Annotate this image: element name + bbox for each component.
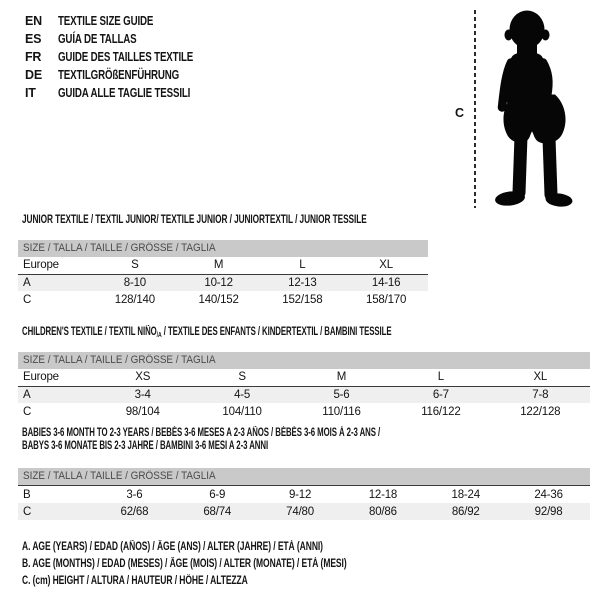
value-cell: 12-18 <box>368 488 398 501</box>
row-label-cell: C <box>23 505 32 518</box>
size-cell: XL <box>491 369 590 386</box>
size-table <box>18 369 590 420</box>
value-cell: 116/122 <box>421 405 461 418</box>
lang-row-es <box>25 30 231 48</box>
lang-row-it <box>25 84 231 102</box>
size-table <box>18 486 590 520</box>
title-part-sub: /A <box>156 330 162 339</box>
junior-textile-table <box>18 240 428 308</box>
size-header-text: SIZE / TALLA / TAILLE / GRÖSSE / TAGLIA <box>23 242 216 254</box>
table-row <box>18 503 590 520</box>
value-cell: 80/86 <box>369 505 397 518</box>
lang-row-en <box>25 12 231 30</box>
value-cell: 12-13 <box>288 276 317 289</box>
value-cell: 140/152 <box>198 293 239 306</box>
footnote-a <box>22 539 461 556</box>
value-cell: 86/92 <box>451 505 480 518</box>
footnote-a-text: A. AGE (YEARS) / EDAD (AÑOS) / ÂGE (ANS) / ALTER (JAHRE) / ETÀ (ANNI) <box>22 541 323 553</box>
size-cell: M <box>292 369 391 386</box>
footnote-c-text: C. (cm) HEIGHT / ALTURA / HAUTEUR / HÖHE / ALTEZZA <box>22 575 248 587</box>
size-header-text: SIZE / TALLA / TAILLE / GRÖSSE / TAGLIA <box>23 470 216 482</box>
lang-label: GUÍA DE TALLAS <box>58 32 137 46</box>
junior-textile-title <box>22 214 501 227</box>
value-cell: 122/128 <box>520 405 561 418</box>
size-header-bar <box>18 468 590 486</box>
value-cell: 128/140 <box>114 293 155 306</box>
value-cell: 92/98 <box>534 505 563 518</box>
title-part-pre: CHILDREN'S TEXTILE / TEXTIL NIÑO <box>22 326 157 338</box>
lang-code: ES <box>25 32 42 46</box>
value-cell: 24-36 <box>534 488 563 501</box>
lang-code: FR <box>25 50 42 64</box>
size-cell: S <box>192 369 291 386</box>
junior-textile-title-text: JUNIOR TEXTILE / TEXTIL JUNIOR/ TEXTILE JUNIOR / JUNIORTEXTIL / JUNIOR TESSILE <box>22 214 367 226</box>
value-cell: 4-5 <box>234 388 251 401</box>
row-label-cell: Europe <box>18 369 93 386</box>
value-cell: 9-12 <box>288 488 312 501</box>
babies-textile-table <box>18 468 590 520</box>
toddler-silhouette-icon <box>486 7 596 210</box>
children-textile-title-text <box>22 326 392 341</box>
lang-label: GUIDA ALLE TAGLIE TESSILI <box>58 86 191 100</box>
lang-label: TEXTILGRÖßENFÜHRUNG <box>58 68 180 82</box>
value-cell: 98/104 <box>125 405 160 418</box>
value-cell: 6-9 <box>209 488 226 501</box>
row-label-cell: Europe <box>18 257 93 274</box>
row-label-cell: A <box>23 276 31 289</box>
size-cell: XS <box>93 369 192 386</box>
children-textile-title <box>22 326 565 341</box>
footnote-c <box>22 573 461 590</box>
size-table <box>18 257 428 308</box>
size-header-bar <box>18 352 590 369</box>
children-textile-table <box>18 352 590 420</box>
table-row <box>18 274 428 291</box>
lang-row-fr <box>25 48 231 66</box>
size-cell: XL <box>344 257 428 274</box>
value-cell: 110/116 <box>322 405 361 418</box>
row-label-cell: B <box>23 488 31 501</box>
lang-label: GUIDE DES TAILLES TEXTILE <box>58 50 194 64</box>
table-row <box>18 386 590 403</box>
size-header-text: SIZE / TALLA / TAILLE / GRÖSSE / TAGLIA <box>23 354 216 366</box>
height-dashed-line <box>474 10 476 208</box>
table-row <box>18 403 590 420</box>
value-cell: 3-4 <box>134 388 151 401</box>
lang-code: EN <box>25 14 42 28</box>
language-list <box>25 12 231 102</box>
lang-label: TEXTILE SIZE GUIDE <box>58 14 154 28</box>
babies-title-line1: BABIES 3-6 MONTH TO 2-3 YEARS / BEBÉS 3-6 MESES A 2-3 AÑOS / BÉBÉS 3-6 MOIS À 2-3 ANS / <box>22 427 381 439</box>
size-header-bar <box>18 240 428 257</box>
row-label-cell: A <box>23 388 31 401</box>
lang-code: DE <box>25 68 42 82</box>
size-cell: L <box>261 257 345 274</box>
value-cell: 3-6 <box>126 488 143 501</box>
value-cell: 158/170 <box>366 293 407 306</box>
table-row <box>18 486 590 503</box>
footnote-b-text: B. AGE (MONTHS) / EDAD (MESES) / ÂGE (MOIS) / ALTER (MONATE) / ETÀ (MESI) <box>22 558 347 570</box>
size-cell: L <box>391 369 490 386</box>
value-cell: 62/68 <box>120 505 149 518</box>
value-cell: 152/158 <box>282 293 323 306</box>
lang-code: IT <box>25 86 36 100</box>
row-label-cell: C <box>23 405 32 418</box>
table-header-row <box>18 369 590 386</box>
size-cell: M <box>177 257 261 274</box>
babies-textile-title <box>22 427 549 453</box>
title-part-post: / TEXTILE DES ENFANTS / KINDERTEXTIL / BAMBINI TESSILE <box>161 326 392 338</box>
value-cell: 14-16 <box>371 276 401 289</box>
value-cell: 7-8 <box>532 388 549 401</box>
value-cell: 6-7 <box>432 388 449 401</box>
height-measure-label: C <box>455 106 465 120</box>
lang-row-de <box>25 66 231 84</box>
value-cell: 18-24 <box>451 488 480 501</box>
value-cell: 74/80 <box>286 505 314 518</box>
value-cell: 5-6 <box>333 388 350 401</box>
footnotes <box>22 539 461 590</box>
value-cell: 68/74 <box>203 505 232 518</box>
value-cell: 104/110 <box>222 405 262 418</box>
babies-title-line2: BABYS 3-6 MONATE BIS 2-3 JAHRE / BAMBINI 3-6 MESI A 2-3 ANNI <box>22 440 269 452</box>
footnote-b <box>22 556 461 573</box>
value-cell: 8-10 <box>123 276 146 289</box>
row-label-cell: C <box>23 293 32 306</box>
table-header-row <box>18 257 428 274</box>
size-cell: S <box>93 257 177 274</box>
value-cell: 10-12 <box>204 276 233 289</box>
table-row <box>18 291 428 308</box>
